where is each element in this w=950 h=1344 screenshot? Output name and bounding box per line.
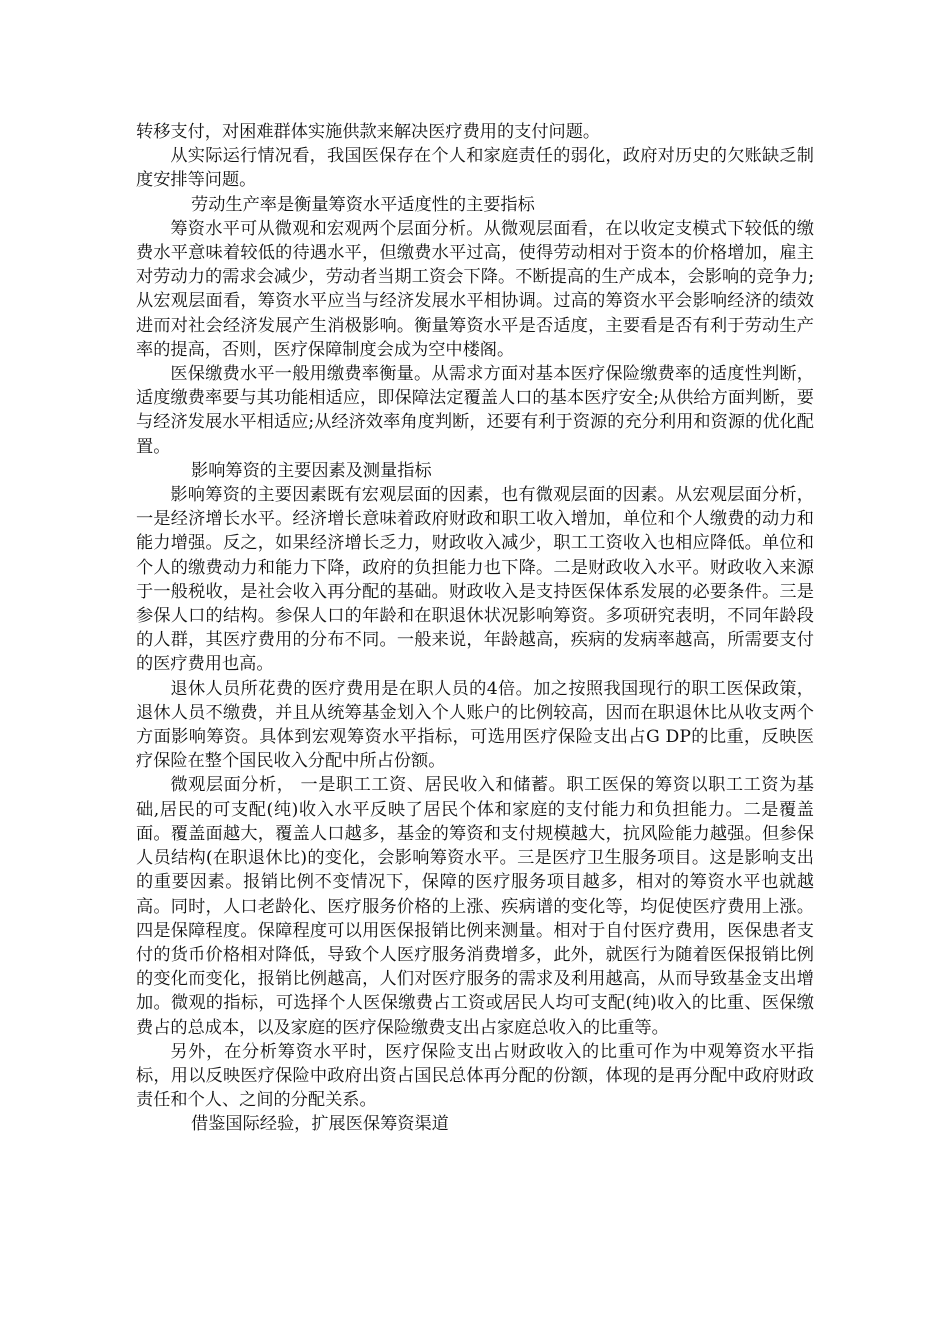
- paragraph-body: 影响筹资的主要因素既有宏观层面的因素，也有微观层面的因素。从宏观层面分析，一是经济增长水平。经济增长意味着政府财政和职工收入增加，单位和个人缴费的动力和能力增强。反之，如果经济增长乏力，财政收入减少，职工工资收入也相应降低。单位和个人的缴费动力和能力下降，政府的负担能力也下降。二是财政收入水平。财政收入来源于一般税收，是社会收入再分配的基础。财政收入是支持医保体系发展的必要条件。三是参保人口的结构。参保人口的年龄和在职退休状况影响筹资。多项研究表明，不同年龄段的人群，其医疗费用的分布不同。一般来说，年龄越高，疾病的发病率越高，所需要支付的医疗费用也高。: [136, 485, 814, 675]
- paragraph-body: 退休人员所花费的医疗费用是在职人员的4倍。加之按照我国现行的职工医保政策，退休人员不缴费，并且从统筹基金划入个人账户的比例较高，因而在职退休比从收支两个方面影响筹资。具体到宏观筹资水平指标，可选用医疗保险支出占G DP的比重，反映医疗保险在整个国民收入分配中所占份额。: [136, 678, 814, 772]
- paragraph-continuation: 转移支付，对困难群体实施供款来解决医疗费用的支付问题。: [136, 122, 601, 142]
- document-page: [136, 120, 814, 1137]
- section-heading: 借鉴国际经验，扩展医保筹资渠道: [191, 1114, 449, 1135]
- paragraph-body: 筹资水平可从微观和宏观两个层面分析。从微观层面看，在以收定支模式下较低的缴费水平意味着较低的待遇水平，但缴费水平过高，使得劳动相对于资本的价格增加，雇主对劳动力的需求会减少，劳动者当期工资会下降。不断提高的生产成本，会影响的竞争力;从宏观层面看，筹资水平应当与经济发展水平相协调。过高的筹资水平会影响经济的绩效进而对社会经济发展产生消极影响。衡量筹资水平是否适度，主要看是否有利于劳动生产率的提高，否则，医疗保障制度会成为空中楼阁。: [136, 218, 814, 360]
- section-heading: 影响筹资的主要因素及测量指标: [191, 460, 432, 481]
- section-heading: 劳动生产率是衡量筹资水平适度性的主要指标: [191, 194, 535, 215]
- paragraph-body: 另外，在分析筹资水平时，医疗保险支出占财政收入的比重可作为中观筹资水平指标，用以反映医疗保险中政府出资占国民总体再分配的份额，体现的是再分配中政府财政责任和个人、之间的分配关系。: [136, 1041, 814, 1111]
- paragraph-body: 微观层面分析， 一是职工工资、居民收入和储蓄。职工医保的筹资以职工工资为基础,居民的可支配(纯)收入水平反映了居民个体和家庭的支付能力和负担能力。二是覆盖面。覆盖面越大，覆盖人口越多，基金的筹资和支付规模越大，抗风险能力越强。但参保人员结构(在职退休比)的变化，会影响筹资水平。三是医疗卫生服务项目。这是影响支出的重要因素。报销比例不变情况下，保障的医疗服务项目越多，相对的筹资水平也就越高。同时，人口老龄化、医疗服务价格的上涨、疾病谱的变化等，均促使医疗费用上涨。四是保障程度。保障程度可以用医保报销比例来测量。相对于自付医疗费用，医保患者支付的货币价格相对降低，导致个人医疗服务消费增多，此外，就医行为随着医保报销比例的变化而变化，报销比例越高，人们对医疗服务的需求及利用越高，从而导致基金支出增加。微观的指标，可选择个人医保缴费占工资或居民人均可支配(纯)收入的比重、医保缴费占的总成本，以及家庭的医疗保险缴费支出占家庭总收入的比重等。: [136, 775, 814, 1038]
- paragraph-body: 医保缴费水平一般用缴费率衡量。从需求方面对基本医疗保险缴费率的适度性判断，适度缴费率要与其功能相适应，即保障法定覆盖人口的基本医疗安全;从供给方面判断，要与经济发展水平相适应;从经济效率角度判断，还要有利于资源的充分利用和资源的优化配置。: [136, 364, 814, 457]
- paragraph-body: 从实际运行情况看，我国医保存在个人和家庭责任的弱化，政府对历史的欠账缺乏制度安排等问题。: [136, 146, 814, 191]
